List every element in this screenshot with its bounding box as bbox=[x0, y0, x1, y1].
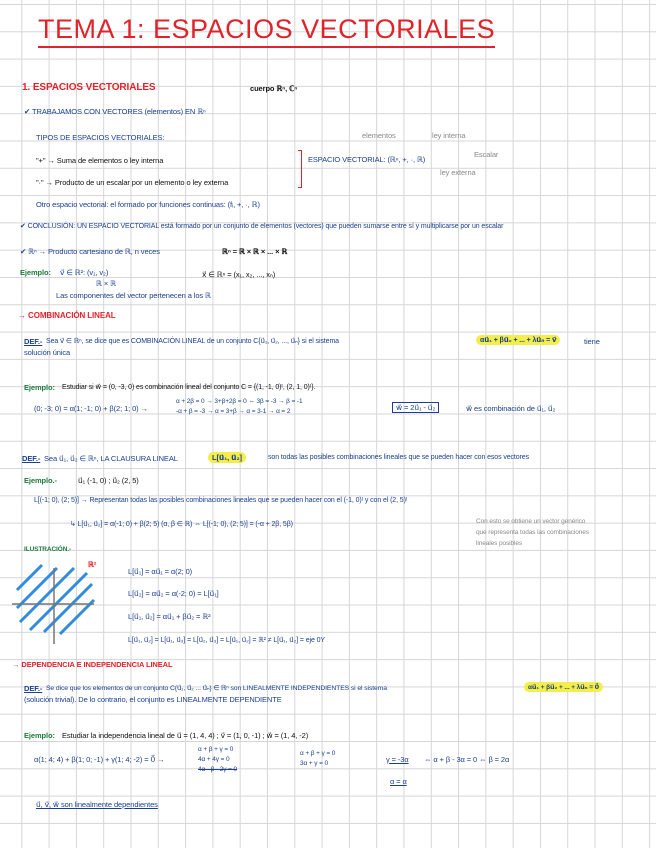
math: (0; -3; 0) = α(1; -1; 0) + β(2; 1; 0) → bbox=[34, 404, 148, 413]
text-line: Sea v⃗ ∈ ℝⁿ, se dice que es COMBINACIÓN LINEAL de un conjunto C{u⃗₁, u⃗₂, ..., u⃗ₙ} si el sistema bbox=[46, 338, 339, 345]
text-line: Sea u⃗₁, u⃗₂ ∈ ℝⁿ, LA CLAUSURA LINEAL bbox=[44, 454, 178, 463]
math: α + β + γ = 0 bbox=[198, 746, 234, 753]
illustration-label: ILUSTRACIÓN.- bbox=[24, 546, 72, 553]
text-line: L[(-1; 0), (2; 5)] → Representan todas las posibles combinaciones lineales que se pueden hacer con el (-1, 0)ᵗ y con el (2, 5)ᵗ bbox=[34, 497, 408, 504]
def-label: DEF.- bbox=[24, 684, 43, 693]
annotation: Escalar bbox=[474, 150, 499, 159]
text-line: Las componentes del vector pertenecen a los ℝ bbox=[56, 291, 211, 300]
page-title: TEMA 1: ESPACIOS VECTORIALES bbox=[38, 14, 495, 48]
text-line: Estudiar la independencia lineal de u⃗ = (1, 4, 4) ; v⃗ = (1, 0, -1) ; w⃗ = (1, 4, -2) bbox=[62, 731, 309, 740]
text-line: "·" → Producto de un escalar por un elemento o ley externa bbox=[36, 178, 229, 187]
text-line: (solución trivial). De lo contrario, el conjunto es LINEALMENTE DEPENDIENTE bbox=[24, 695, 282, 704]
annotation: ley interna bbox=[432, 131, 466, 140]
math: v⃗ ∈ ℝ²: (v₁, v₂) bbox=[60, 268, 109, 277]
math: γ = -3α bbox=[386, 755, 409, 764]
text-line: w⃗ es combinación de u⃗₁, u⃗₂ bbox=[466, 404, 556, 413]
text-line: "+" → Suma de elementos o ley interna bbox=[36, 156, 164, 165]
math: L[u⃗₁, u⃗₂] = L[u⃗₁, u⃗₃] = L[u⃗₂, u⃗₃] = L[u⃗₁, u⃗₂] = ℝ² ≠ L[u⃗₁, u⃗₂] = eje 0Y bbox=[128, 637, 325, 644]
example-label: Ejemplo: bbox=[20, 268, 51, 277]
highlight: αu⃗₁ + βu⃗₂ + ... + λu⃗ₙ = 0⃗ bbox=[524, 682, 603, 692]
highlight: αu⃗₁ + βu⃗₂ + ... + λu⃗ₙ = v⃗ bbox=[476, 335, 560, 345]
math: L[u⃗₁, u⃗₂] = αu⃗₁ + βu⃗₂ = ℝ² bbox=[128, 612, 211, 621]
text-line: TIPOS DE ESPACIOS VECTORIALES: bbox=[36, 133, 165, 142]
annotation-cuerpo: cuerpo ℝⁿ, ℂⁿ bbox=[250, 84, 298, 93]
note: Con esto se obtiene un vector genérico bbox=[476, 518, 586, 525]
math: -α + β = -3 → α = 3+β → α = 3-1 → α = 2 bbox=[176, 408, 291, 415]
annotation: elementos bbox=[362, 131, 396, 140]
def-label: DEF.- bbox=[22, 454, 41, 463]
math: L[u⃗₂] = αu⃗₂ = α(-2; 0) = L[u⃗₁] bbox=[128, 589, 219, 598]
section-heading: → DEPENDENCIA E INDEPENDENCIA LINEAL bbox=[12, 660, 173, 669]
r2-label: ℝ² bbox=[88, 560, 97, 569]
example-label: Ejemplo.- bbox=[24, 476, 57, 485]
example-label: Ejemplo: bbox=[24, 731, 55, 740]
text-line: Se dice que los elementos de un conjunto C{u⃗₁, u⃗₂ ... u⃗ₙ} ∈ ℝⁿ son LINEALMENTE INDEPENDIENTES si el sistema bbox=[46, 685, 387, 692]
annotation: ley externa bbox=[440, 168, 476, 177]
math: L[u⃗₁] = αu⃗₁ = α(2; 0) bbox=[128, 567, 193, 576]
example-label: Ejemplo: bbox=[24, 383, 55, 392]
text-line: ✔ ℝⁿ → Producto cartesiano de ℝ, n veces bbox=[20, 247, 160, 256]
math: α(1; 4; 4) + β(1; 0; -1) + γ(1; 4; -2) = 0⃗ → bbox=[34, 755, 165, 764]
brace bbox=[298, 150, 302, 188]
r2-illustration bbox=[12, 560, 102, 645]
math: ⇔ α + β - 3α = 0 ⇔ β = 2α bbox=[424, 755, 510, 764]
math: x⃗ ∈ ℝⁿ = (x₁, x₂, ..., xₙ) bbox=[202, 270, 276, 279]
math: ℝ × ℝ bbox=[96, 279, 116, 288]
text-line: tiene bbox=[584, 337, 600, 346]
math: u⃗₁ (-1, 0) ; u⃗₂ (2, 5) bbox=[78, 476, 139, 485]
text-line: ✔ CONCLUSIÓN: UN ESPACIO VECTORIAL está formado por un conjunto de elementos (vectores) que pueden sumarse entre sí y multiplicarse por un escalar bbox=[20, 223, 504, 230]
vector-space-def: ESPACIO VECTORIAL: (ℝⁿ, +, ·, ℝ) bbox=[308, 155, 426, 164]
note: que representa todas las combinaciones bbox=[476, 529, 589, 536]
math: 4α - β - 2γ = 0 bbox=[198, 766, 238, 773]
math: α = α bbox=[390, 777, 407, 786]
text-line: Estudiar si w⃗ = (0, -3, 0) es combinación lineal del conjunto C = {(1, -1, 0)ᵗ, (2, 1, 0)ᵗ}. bbox=[62, 384, 316, 391]
math: 4α + 4γ = 0 bbox=[198, 756, 230, 763]
def-label: DEF.- bbox=[24, 337, 43, 346]
text-line: ↳ L[u⃗₁, u⃗₂] = α(-1; 0) + β(2; 5) (α, β ∈ ℝ) ⇔ L[(-1; 0), (2; 5)] = (-α + 2β, 5β) bbox=[70, 521, 293, 528]
note: lineales posibles bbox=[476, 540, 522, 547]
text-line: son todas las posibles combinaciones lineales que se pueden hacer con esos vectores bbox=[268, 454, 529, 461]
math: 3α + γ = 0 bbox=[300, 760, 329, 767]
text-line: ✔ TRABAJAMOS CON VECTORES (elementos) EN ℝⁿ bbox=[24, 107, 206, 116]
highlight: L[u⃗₁, u⃗₂] bbox=[208, 452, 246, 463]
section-heading: → COMBINACIÓN LINEAL bbox=[18, 311, 116, 320]
result-box: w⃗ = 2u⃗₁ - u⃗₂ bbox=[392, 402, 439, 413]
text-line: solución única bbox=[24, 348, 71, 357]
section-heading: 1. ESPACIOS VECTORIALES bbox=[22, 82, 156, 93]
conclusion: u⃗, v⃗, w⃗ son linealmente dependientes bbox=[36, 800, 158, 809]
math: α + β + γ = 0 bbox=[300, 750, 336, 757]
text-line: Otro espacio vectorial: el formado por funciones continuas: (fᵢ, +, ·, ℝ) bbox=[36, 200, 260, 209]
math: ℝⁿ = ℝ × ℝ × ... × ℝ bbox=[222, 247, 288, 256]
math: α + 2β = 0 → 3+β+2β = 0 ⇔ 3β = -3 → β = -1 bbox=[176, 398, 303, 405]
